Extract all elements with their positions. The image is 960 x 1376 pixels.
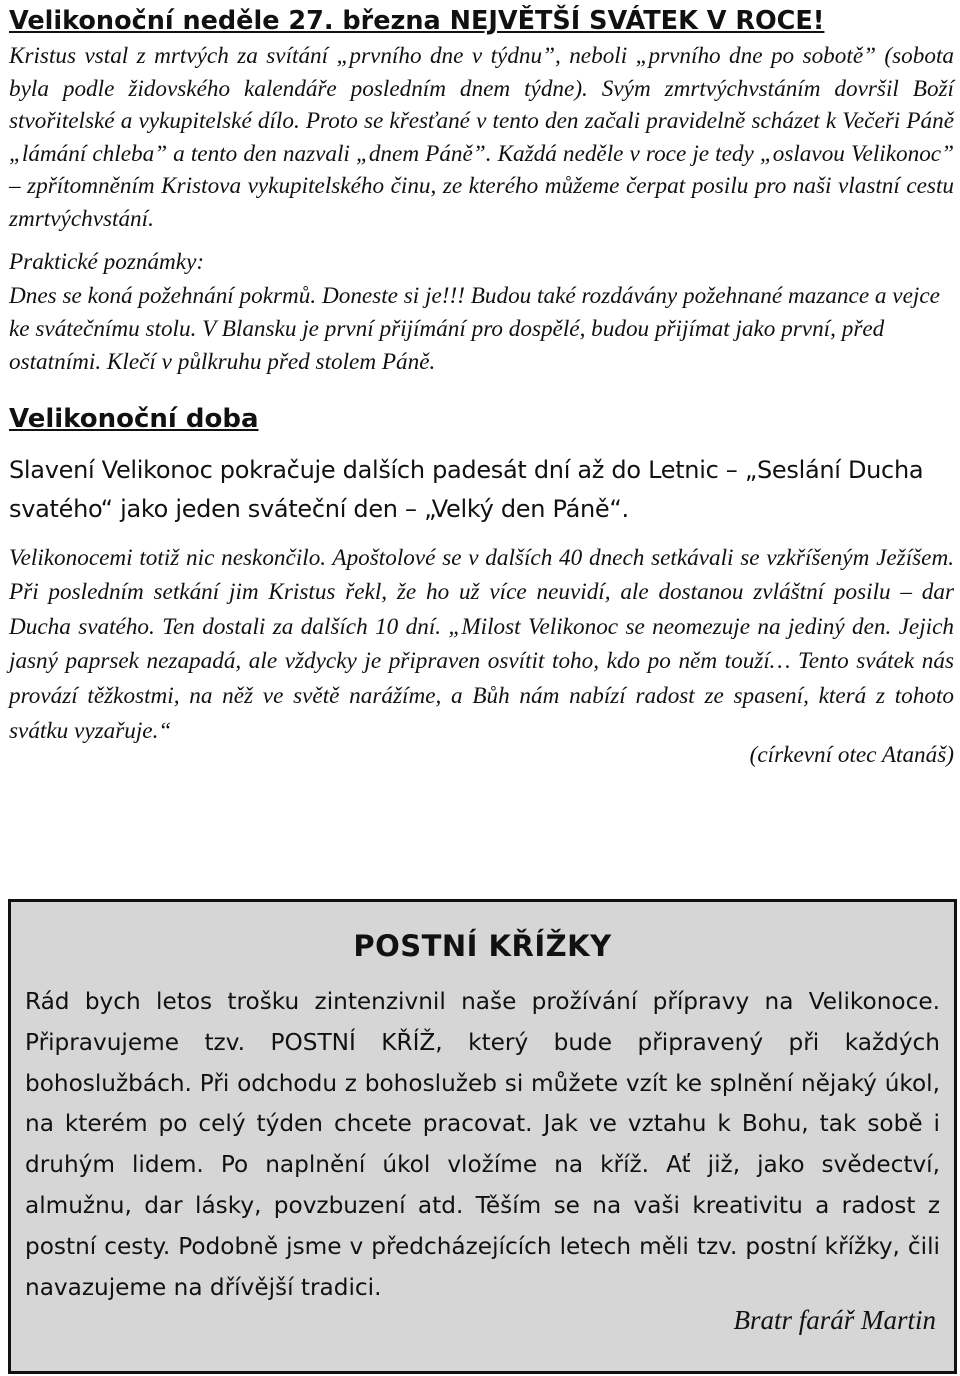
lenten-crosses-box	[8, 899, 957, 1374]
page-headline: Velikonoční neděle 27. března NEJVĚTŠÍ SVÁTEK V ROCE!	[9, 6, 825, 36]
intro-paragraph: Kristus vstal z mrtvých za svítání „prvního dne v týdnu”, neboli „prvního dne po sobotě” (sobota byla podle židovského kalendáře posledním dnem týdne). Svým zmrtvýchvstáním dovršil Boží stvořitelské a vykupitelské dílo. Proto se křesťané v tento den začali pravidelně scházet k Večeři Páně „lámání chleba” a tento den nazvali „dnem Páně”. Každá neděle v roce je tedy „oslavou Velikonoc” – zpřítomněním Kristova vykupitelského činu, ze kterého můžeme čerpat posilu pro naši vlastní cestu zmrtvýchvstání.	[9, 43, 954, 232]
practical-notes-body: Dnes se koná požehnání pokrmů. Doneste si je!!! Budou také rozdávány požehnané mazance a vejce ke svátečnímu stolu. V Blansku je první přijímání pro dospělé, budou přijímat jako první, před ostatními. Klečí v půlkruhu před stolem Páně.	[9, 282, 940, 375]
practical-notes-title: Praktické poznámky:	[9, 248, 205, 275]
easter-time-quote: Velikonocemi totiž nic neskončilo. Apoštolové se v dalších 40 dnech setkávali se vzkříšeným Ježíšem. Při posledním setkání jim Kristus řekl, že ho už více neuvidí, ale dostanou zvláštní posilu – dar Ducha svatého. Ten dostali za dalších 10 dní. „Milost Velikonoc se neomezuje na jediný den. Jejich jasný paprsek nezapadá, ale vždycky je připraven osvítit toho, kdo po něm touží… Tento svátek nás provází těžkostmi, na něž ve světě narážíme, a Bůh nám nabízí radost ze spasení, která z tohoto svátku vyzařuje.“	[9, 544, 954, 744]
box-title: POSTNÍ KŘÍŽKY	[353, 929, 612, 963]
easter-time-heading: Velikonoční doba	[9, 403, 259, 434]
easter-time-paragraph: Slavení Velikonoc pokračuje dalších padesát dní až do Letnic – „Seslání Ducha svatého“ jako jeden sváteční den – „Velký den Páně“.	[9, 455, 924, 523]
box-body: Rád bych letos trošku zintenzivnil naše prožívání přípravy na Velikonoce. Připravujeme tzv. POSTNÍ KŘÍŽ, který bude připravený při každých bohoslužbách. Při odchodu z bohoslužeb si můžete vzít ke splnění nějaký úkol, na kterém po celý týden chcete pracovat. Jak ve vztahu k Bohu, tak sobě i druhým lidem. Po naplnění úkol vložíme na kříž. Ať již, jako svědectví, almužnu, dar lásky, povzbuzení atd. Těším se na vaši kreativitu a radost z postní cesty. Podobně jsme v předcházejících letech měli tzv. postní křížky, čili navazujeme na dřívější tradici.	[25, 988, 940, 1301]
quote-signature: (církevní otec Atanáš)	[749, 742, 954, 769]
box-signature: Bratr farář Martin	[733, 1305, 936, 1336]
